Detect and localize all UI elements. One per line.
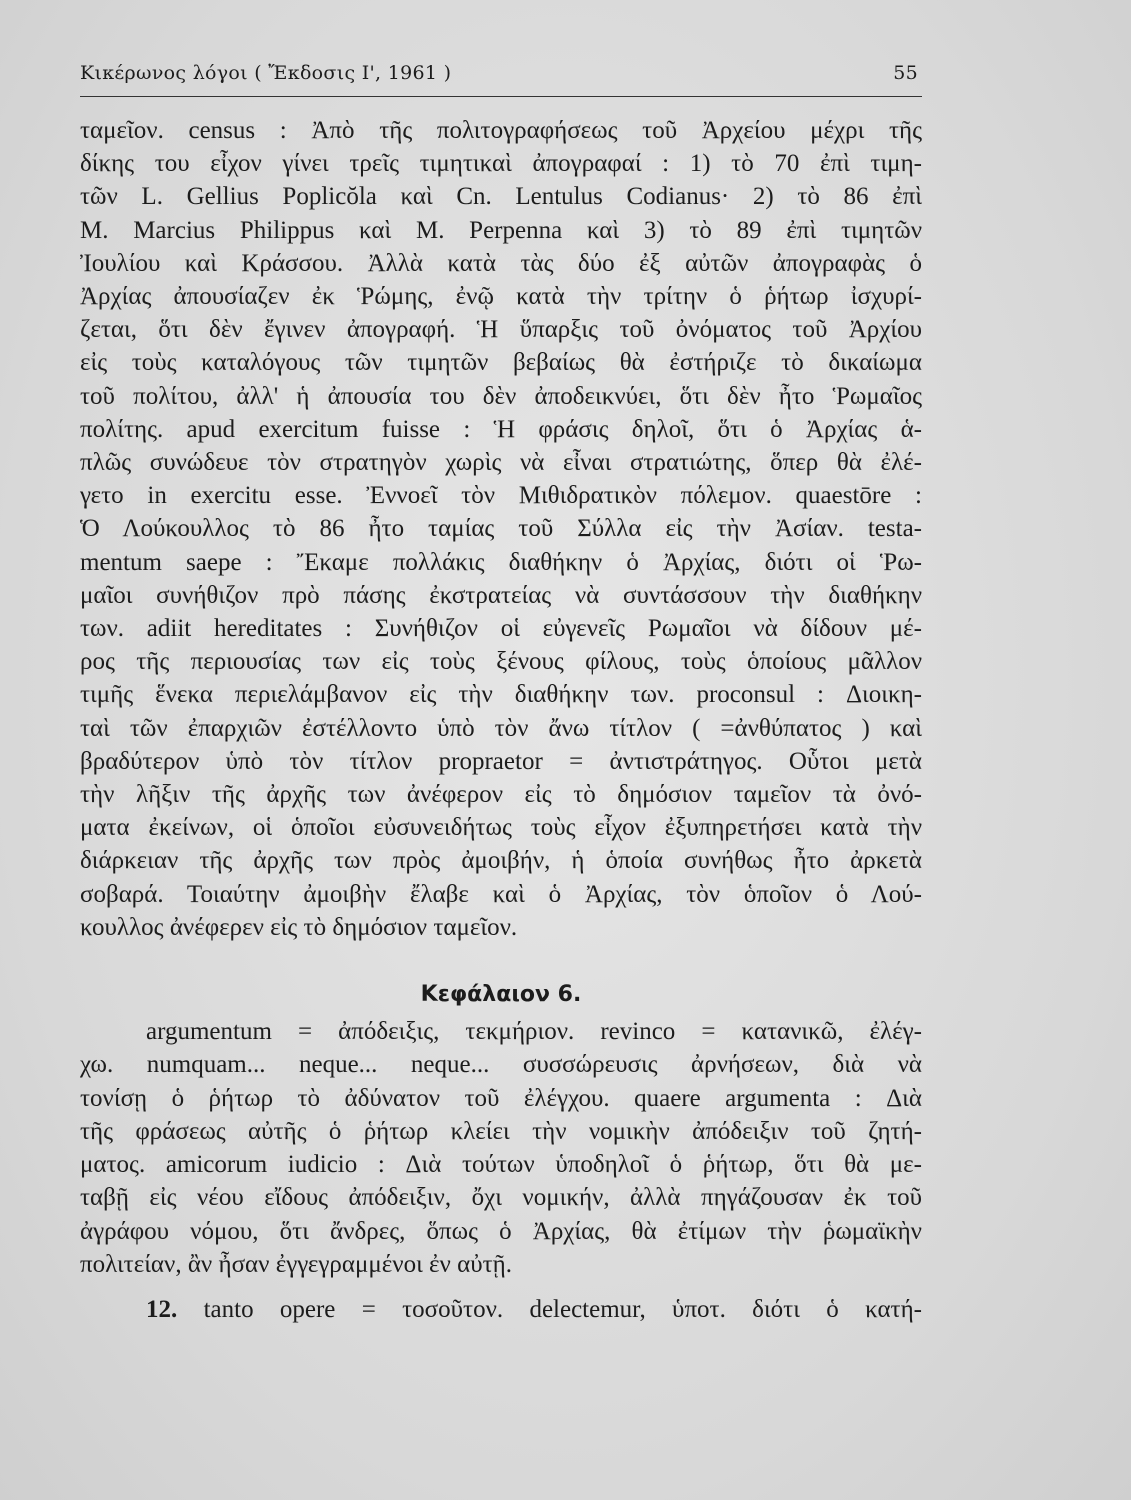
text-line: Ἰουλίου καὶ Κράσσου. Ἀλλὰ κατὰ τὰς δύο ἐξ αὐτῶν ἀπογραφὰς ὁ [80,249,922,277]
text-line: εἰς τοὺς καταλόγους τῶν τιμητῶν βεβαίως θὰ ἐστήριζε τὸ δικαίωμα [80,349,922,377]
text-line: μαῖοι συνήθιζον πρὸ πάσης ἐκστρατείας νὰ συντάσσουν τὴν διαθήκην [80,581,922,609]
text-line: σοβαρά. Τοιαύτην ἀμοιβὴν ἔλαβε καὶ ὁ Ἀρχίας, τὸν ὁποῖον ὁ Λού- [80,880,922,908]
text-line: ζεται, ὅτι δὲν ἔγινεν ἀπογραφή. Ἡ ὕπαρξις τοῦ ὀνόματος τοῦ Ἀρχίου [80,316,922,344]
text-line: πλῶς συνώδευε τὸν στρατηγὸν χωρὶς νὰ εἶναι στρατιώτης, ὅπερ θὰ ἐλέ- [80,449,922,477]
section-text: tanto opere = τοσοῦτον. delectemur, ὑποτ. διότι ὁ κατή- [203,1295,923,1323]
text-line: κουλλος ἀνέφερεν εἰς τὸ δημόσιον ταμεῖον. [80,913,518,941]
text-line: χω. numquam... neque... neque... συσσώρευσις ἀρνήσεων, διὰ νὰ [80,1051,922,1079]
text-line: πολίτης. apud exercitum fuisse : Ἡ φράσις δηλοῖ, ὅτι ὁ Ἀρχίας ἁ- [80,415,922,443]
text-line: γετο in exercitu esse. Ἐννοεῖ τὸν Μιθιδρατικὸν πόλεμον. quaestōre : [80,482,922,510]
text-line: τιμῆς ἕνεκα περιελάμβανον εἰς τὴν διαθήκην των. proconsul : Διοικη- [80,681,922,709]
commentary-paragraph-1 [80,114,922,944]
text-line: ρος τῆς περιουσίας των εἰς τοὺς ξένους φίλους, τοὺς ὁποίους μᾶλλον [80,648,922,676]
text-line: Ὁ Λούκουλλος τὸ 86 ἦτο ταμίας τοῦ Σύλλα εἰς τὴν Ἀσίαν. testa- [80,515,922,543]
page-number: 55 [893,62,918,84]
text-line: ταβῇ εἰς νέου εἴδους ἀπόδειξιν, ὄχι νομικήν, ἀλλὰ πηγάζουσαν ἐκ τοῦ [80,1184,922,1212]
text-line: τοῦ πολίτου, ἀλλ' ἡ ἀπουσία του δὲν ἀποδεικνύει, ὅτι δὲν ἦτο Ῥωμαῖος [80,382,922,410]
text-line: πολιτείαν, ἂν ἦσαν ἐγγεγραμμένοι ἐν αὐτῇ. [80,1250,512,1278]
text-line [80,1293,922,1326]
text-line: τονίσῃ ὁ ῥήτωρ τὸ ἀδύνατον τοῦ ἐλέγχου. quaere argumenta : Διὰ [80,1084,922,1112]
text-line: Ἀρχίας ἀπουσίαζεν ἐκ Ῥώμης, ἐνῷ κατὰ τὴν τρίτην ὁ ῥήτωρ ἰσχυρί- [80,283,922,311]
text-line: τῶν L. Gellius Poplicŏla καὶ Cn. Lentulus Codianus· 2) τὸ 86 ἐπὶ [80,183,922,211]
running-title: Κικέρωνος λόγοι ( Ἔκδοσις Ι', 1961 ) [80,62,452,84]
text-line: ματος. amicorum iudicio : Διὰ τούτων ὑποδηλοῖ ὁ ῥήτωρ, ὅτι θὰ με- [80,1151,922,1179]
commentary-paragraph-3 [80,1293,922,1326]
text-line: βραδύτερον ὑπὸ τὸν τίτλον propraetor = ἀντιστράτηγος. Οὗτοι μετὰ [80,747,922,775]
body-text [80,114,922,1326]
text-line: ματα ἐκείνων, οἱ ὁποῖοι εὐσυνειδήτως τοὺς εἶχον ἐξυπηρετήσει κατὰ τὴν [80,814,922,842]
chapter-heading: Κεφάλαιον 6. [420,982,582,1008]
text-line: ἀγράφου νόμου, ὅτι ἄνδρες, ὅπως ὁ Ἀρχίας, θὰ ἐτίμων τὴν ῥωμαϊκὴν [80,1217,922,1245]
text-line: των. adiit hereditates : Συνήθιζον οἱ εὐγενεῖς Ρωμαῖοι νὰ δίδουν μέ- [80,615,922,643]
text-line: τῆς φράσεως αὐτῆς ὁ ῥήτωρ κλείει τὴν νομικὴν ἀπόδειξιν τοῦ ζητή- [80,1117,922,1145]
text-line: mentum saepe : Ἔκαμε πολλάκις διαθήκην ὁ Ἀρχίας, διότι οἱ Ῥω- [80,548,922,576]
text-line: M. Marcius Philippus καὶ M. Perpenna καὶ 3) τὸ 89 ἐπὶ τιμητῶν [80,216,922,244]
text-line: τὴν λῆξιν τῆς ἀρχῆς των ἀνέφερον εἰς τὸ δημόσιον ταμεῖον τὰ ὀνό- [80,781,922,809]
text-line: ταὶ τῶν ἐπαρχιῶν ἐστέλλοντο ὑπὸ τὸν ἄνω τίτλον ( =ἀνθύπατος ) καὶ [80,714,922,742]
commentary-paragraph-2 [80,1015,922,1281]
text-line: argumentum = ἀπόδειξις, τεκμήριον. revinco = κατανικῶ, ἐλέγ- [146,1018,922,1046]
section-number: 12. [146,1295,178,1323]
running-header [80,62,918,92]
text-line: δίκης του εἶχον γίνει τρεῖς τιμητικαὶ ἀπογραφαί : 1) τὸ 70 ἐπὶ τιμη- [80,150,922,178]
header-rule [80,96,922,97]
text-line: ταμεῖον. census : Ἀπὸ τῆς πολιτογραφήσεως τοῦ Ἀρχείου μέχρι τῆς [80,117,922,144]
text-line: διάρκειαν τῆς ἀρχῆς των πρὸς ἀμοιβήν, ἡ ὁποία συνήθως ἦτο ἀρκετὰ [80,847,922,875]
